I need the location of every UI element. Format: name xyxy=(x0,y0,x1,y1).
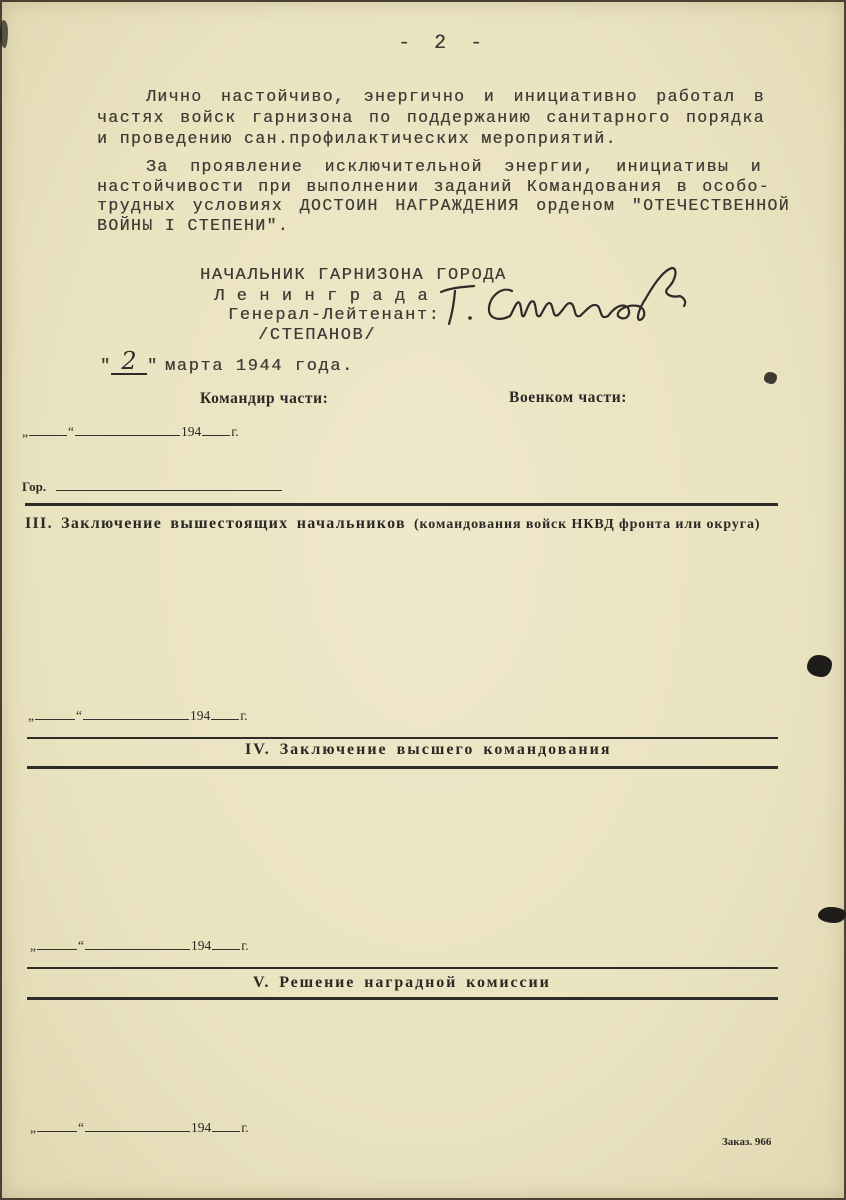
citation-line: Лично настойчиво, энергично и инициативно работал в xyxy=(146,87,765,106)
date-year-suffix: г. xyxy=(241,938,249,953)
section-4-title: IV. Заключение высшего командования xyxy=(245,741,612,758)
signatory-name: /СТЕПАНОВ/ xyxy=(258,326,377,345)
date-month-blank xyxy=(75,435,180,436)
section-divider xyxy=(27,997,778,1000)
date-open-quote: „ xyxy=(22,424,28,439)
signature-stroke xyxy=(449,291,455,324)
date-month-blank xyxy=(85,949,190,950)
signature-stroke xyxy=(510,301,608,317)
signed-date-month-year: марта 1944 года. xyxy=(165,357,354,376)
signature-stroke xyxy=(489,290,512,319)
city-blank xyxy=(56,490,282,491)
section-divider xyxy=(27,737,778,739)
section-3-header xyxy=(25,516,760,532)
section-divider xyxy=(25,503,778,506)
date-day-blank xyxy=(37,1131,77,1132)
citation-line: и проведению сан.профилактических мероприятий. xyxy=(97,129,617,148)
city-field xyxy=(22,480,283,494)
section-3-title: III. Заключение вышестоящих начальников xyxy=(25,515,406,532)
date-year-prefix: 194 xyxy=(191,938,212,953)
punch-hole-mark xyxy=(818,907,846,923)
print-order-number: Заказ. 966 xyxy=(722,1136,772,1148)
date-close-quote: “ xyxy=(78,1120,84,1135)
date-day-blank xyxy=(35,719,75,720)
date-day-blank xyxy=(37,949,77,950)
handwritten-signature xyxy=(432,258,694,338)
section-divider xyxy=(27,967,778,969)
signatory-title: НАЧАЛЬНИК ГАРНИЗОНА ГОРОДА xyxy=(200,266,507,285)
date-close-quote: “ xyxy=(78,938,84,953)
date-field xyxy=(30,939,249,953)
date-year-blank xyxy=(211,719,239,720)
signatory-city: Ленинграда xyxy=(214,287,441,306)
citation-line: трудных условиях ДОСТОИН НАГРАЖДЕНИЯ орденом "ОТЕЧЕСТВЕННОЙ xyxy=(97,196,790,215)
city-label: Гор. xyxy=(22,479,47,494)
date-year-prefix: 194 xyxy=(191,1120,212,1135)
date-year-prefix: 194 xyxy=(181,424,202,439)
section-divider xyxy=(27,766,778,769)
section-3-note: (командования войск НКВД фронта или округа) xyxy=(413,517,761,532)
date-day-blank xyxy=(29,435,67,436)
date-field xyxy=(22,425,239,439)
date-close-quote: “ xyxy=(68,424,74,439)
citation-line: частях войск гарнизона по поддержанию санитарного порядка xyxy=(97,108,765,127)
date-year-blank xyxy=(212,949,240,950)
signed-date-day-handwritten: 2 xyxy=(111,349,147,375)
date-open-quote: „ xyxy=(28,708,34,723)
citation-line: ВОЙНЫ I СТЕПЕНИ". xyxy=(97,216,290,235)
date-year-blank xyxy=(202,435,230,436)
citation-line: настойчивости при выполнении заданий Командования в особо- xyxy=(97,177,770,196)
section-5-title: V. Решение наградной комиссии xyxy=(253,974,551,991)
date-year-suffix: г. xyxy=(240,708,248,723)
signed-date-close-quote: " xyxy=(147,357,159,376)
date-year-suffix: г. xyxy=(231,424,239,439)
signature-stroke xyxy=(608,268,685,320)
signature-stroke xyxy=(441,286,474,292)
date-open-quote: „ xyxy=(30,1120,36,1135)
signature-dot xyxy=(468,316,472,320)
date-year-prefix: 194 xyxy=(190,708,211,723)
page-number: - 2 - xyxy=(398,32,489,55)
date-month-blank xyxy=(85,1131,190,1132)
date-field xyxy=(28,709,248,723)
signed-date-open-quote: " xyxy=(100,357,112,376)
date-field xyxy=(30,1121,249,1135)
date-open-quote: „ xyxy=(30,938,36,953)
commander-label: Командир части: xyxy=(200,390,329,407)
date-year-suffix: г. xyxy=(241,1120,249,1135)
date-month-blank xyxy=(83,719,189,720)
punch-hole-mark xyxy=(764,372,777,384)
edge-speck xyxy=(0,20,8,48)
signatory-rank: Генерал-Лейтенант: xyxy=(228,306,441,325)
commissar-label: Военком части: xyxy=(509,389,627,406)
citation-line: За проявление исключительной энергии, инициативы и xyxy=(146,157,762,176)
punch-hole-mark xyxy=(807,655,832,677)
date-close-quote: “ xyxy=(76,708,82,723)
date-year-blank xyxy=(212,1131,240,1132)
